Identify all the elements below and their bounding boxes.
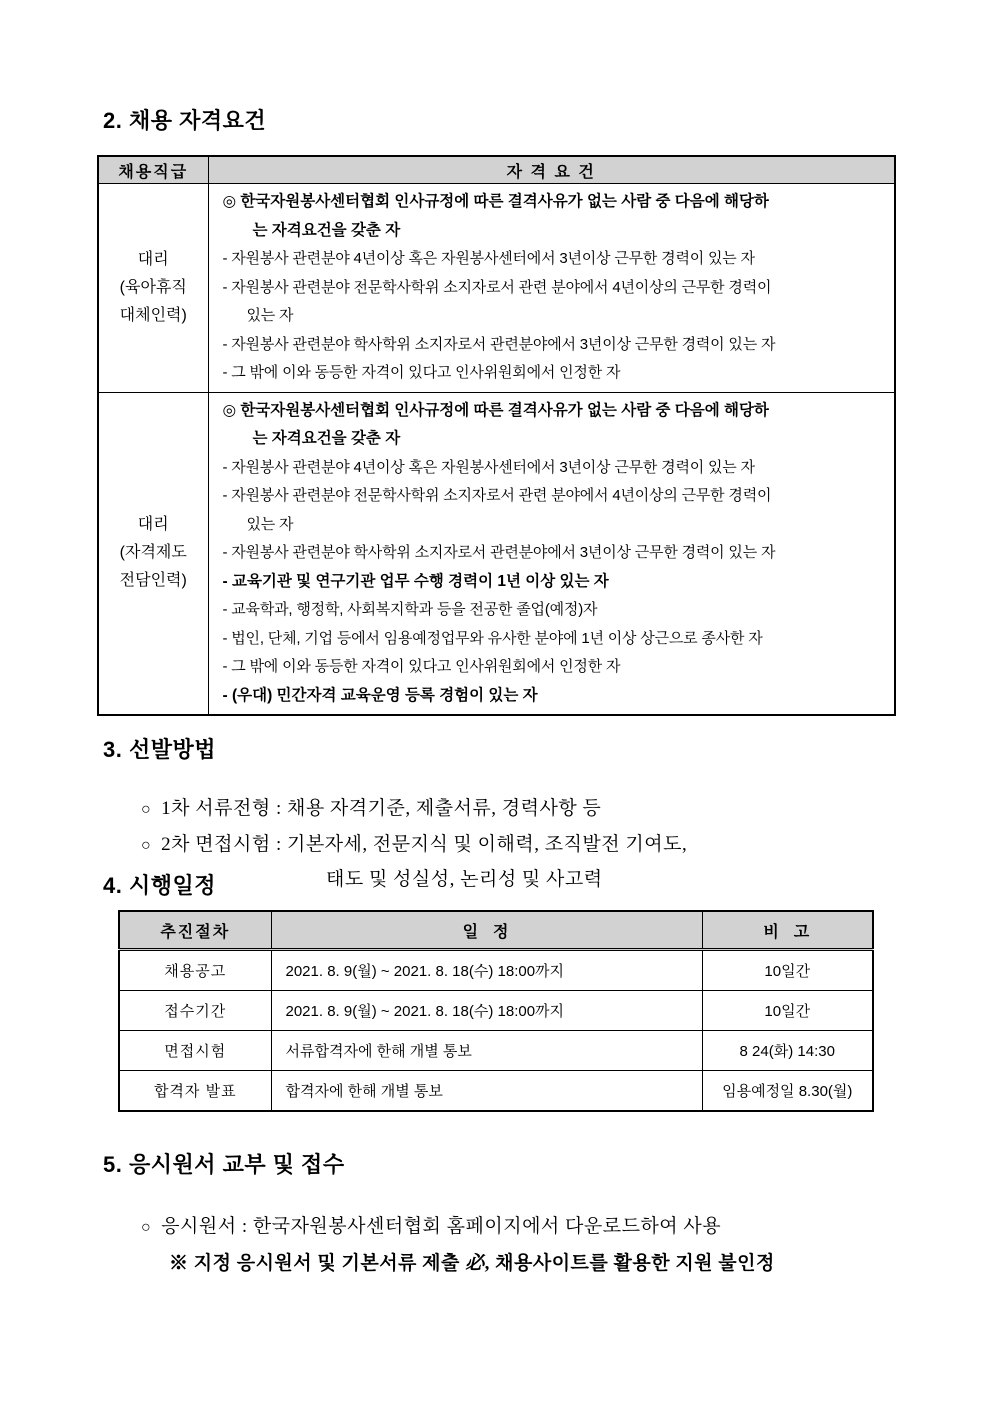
note-prefix: 지정 응시원서 및 기본서류 제출 [188, 1253, 466, 1274]
requirement-line: - 자원봉사 관련분야 4년이상 혹은 자원봉사센터에서 3년이상 근무한 경력이 있는 자 [222, 250, 755, 267]
requirement-line: - 자원봉사 관련분야 학사학위 소지자로서 관련분야에서 3년이상 근무한 경력이 있는 자 [222, 544, 776, 561]
selection-item-continuation [305, 842, 603, 913]
table-cell: 합격자 발표 [119, 1071, 271, 1112]
schedule-table [118, 910, 874, 1112]
requirements-cell [208, 392, 895, 715]
circle-bullet-icon: ○ [141, 837, 152, 854]
requirement-line: - 자원봉사 관련분야 전문학사학위 소지자로서 관련 분야에서 4년이상의 근무한 경력이 [222, 487, 772, 504]
requirement-line: 있는 자 [246, 515, 294, 533]
position-line: 대리 [137, 250, 169, 268]
requirements-list [209, 393, 895, 715]
requirement-line: - 자원봉사 관련분야 4년이상 혹은 자원봉사센터에서 3년이상 근무한 경력이 있는 자 [222, 458, 755, 476]
requirements-list [209, 184, 895, 392]
requirements-cell [208, 184, 895, 393]
selection-item-text: 2차 면접시험 : 기본자세, 전문지식 및 이해력, 조직발전 기여도, [161, 834, 688, 855]
schedule-table-body [119, 950, 873, 1112]
requirement-line: - 자원봉사 관련분야 전문학사학위 소지자로서 관련 분야에서 4년이상의 근무한 경력이 [222, 278, 772, 296]
qualification-col-header-requirements: 자 격 요 건 [208, 156, 895, 184]
requirement-line: ◎ 한국자원봉사센터협회 인사규정에 따른 결격사유가 없는 사람 중 다음에 해당하 [222, 401, 769, 419]
requirement-line: ◎ 한국자원봉사센터협회 인사규정에 따른 결격사유가 없는 사람 중 다음에 해당하 [222, 193, 769, 210]
note-emphasis: 必 [465, 1253, 485, 1274]
requirement-line: 있는 자 [246, 307, 294, 324]
table-cell: 2021. 8. 9(월) ~ 2021. 8. 18(수) 18:00까지 [271, 991, 702, 1031]
position-line: 전담인력) [119, 572, 187, 590]
table-cell: 합격자에 한해 개별 통보 [271, 1071, 702, 1112]
position-cell [98, 392, 208, 715]
requirement-line: 는 자격요건을 갖춘 자 [252, 221, 401, 239]
table-cell: 2021. 8. 9(월) ~ 2021. 8. 18(수) 18:00까지 [271, 950, 702, 991]
position-line: 대리 [137, 516, 169, 534]
reference-mark-icon: ※ [169, 1253, 189, 1274]
position-cell [98, 184, 208, 393]
qualification-table-header-row [98, 156, 895, 184]
qualification-table [97, 155, 896, 716]
table-cell: 임용예정일 8.30(월) [702, 1071, 873, 1112]
table-row [98, 184, 895, 393]
note-suffix: , 채용사이트를 활용한 지원 불인정 [484, 1253, 775, 1274]
table-cell: 8 24(화) 14:30 [702, 1031, 873, 1071]
schedule-col-header-date: 일 정 [271, 911, 702, 950]
table-row [98, 392, 895, 715]
schedule-col-header-remark: 비 고 [702, 911, 873, 950]
requirement-line: - 그 밖에 이와 동등한 자격이 있다고 인사위원회에서 인정한 자 [222, 658, 621, 675]
section3-title: 3. 선발방법 [103, 737, 216, 762]
requirement-line: 는 자격요건을 갖춘 자 [252, 430, 401, 447]
table-row [119, 1071, 873, 1112]
requirement-line: - 자원봉사 관련분야 학사학위 소지자로서 관련분야에서 3년이상 근무한 경력이 있는 자 [222, 335, 776, 353]
table-row [119, 991, 873, 1031]
circle-bullet-icon: ○ [141, 801, 152, 818]
application-item-text: 응시원서 : 한국자원봉사센터협회 홈페이지에서 다운로드하여 사용 [161, 1216, 722, 1237]
requirement-line: - 그 밖에 이와 동등한 자격이 있다고 인사위원회에서 인정한 자 [222, 364, 621, 381]
section5-title: 5. 응시원서 교부 및 접수 [103, 1152, 345, 1177]
section2-title: 2. 채용 자격요건 [103, 108, 267, 133]
requirement-line: - 법인, 단체, 기업 등에서 임용예정업무와 유사한 분야에 1년 이상 상근으로 종사한 자 [222, 629, 763, 647]
requirement-line: - (우대) 민간자격 교육운영 등록 경험이 있는 자 [222, 686, 538, 704]
position-line: (자격제도 [119, 544, 187, 562]
circle-bullet-icon: ○ [141, 1219, 152, 1236]
section4-title: 4. 시행일정 [103, 873, 216, 898]
table-row [119, 1031, 873, 1071]
selection-item-text: 1차 서류전형 : 채용 자격기준, 제출서류, 경력사항 등 [161, 798, 602, 819]
table-cell: 서류합격자에 한해 개별 통보 [271, 1031, 702, 1071]
application-note [148, 1226, 775, 1297]
table-cell: 10일간 [702, 991, 873, 1031]
table-cell: 채용공고 [119, 950, 271, 991]
position-line: 대체인력) [119, 306, 187, 324]
selection-item-text: 태도 및 성실성, 논리성 및 사고력 [326, 869, 603, 890]
requirement-line: - 교육학과, 행정학, 사회복지학과 등을 전공한 졸업(예정)자 [222, 601, 598, 618]
requirement-line: - 교육기관 및 연구기관 업무 수행 경력이 1년 이상 있는 자 [222, 572, 609, 590]
schedule-table-header-row [119, 911, 873, 950]
table-cell: 면접시험 [119, 1031, 271, 1071]
schedule-col-header-step: 추진절차 [119, 911, 271, 950]
position-line: (육아휴직 [119, 278, 187, 296]
table-cell: 접수기간 [119, 991, 271, 1031]
qualification-col-header-position: 채용직급 [98, 156, 208, 184]
table-row [119, 950, 873, 991]
table-cell: 10일간 [702, 950, 873, 991]
